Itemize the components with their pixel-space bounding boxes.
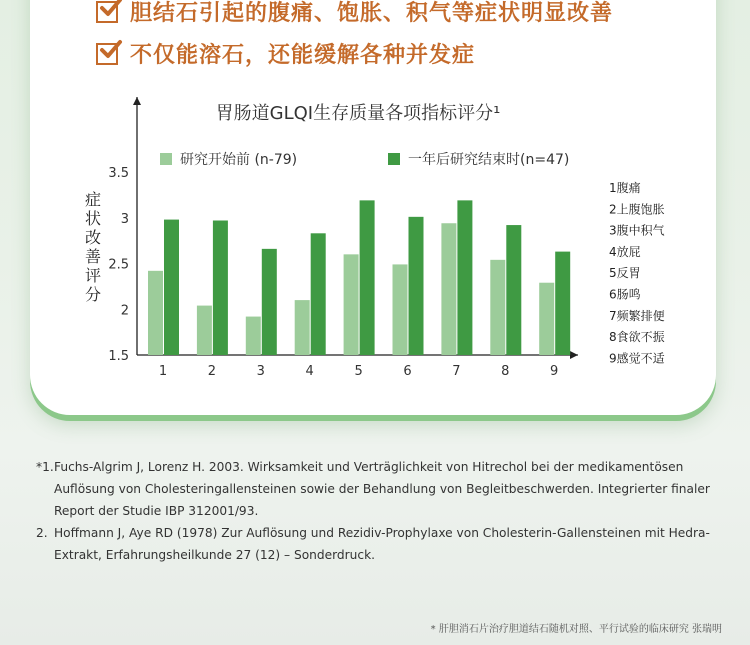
x-tick-label: 9	[550, 364, 559, 379]
references	[36, 456, 726, 566]
bar	[457, 200, 472, 355]
category-legend-item: 7频繁排便	[609, 308, 665, 323]
category-legend-item: 4放屁	[609, 244, 641, 259]
legend-label: 一年后研究结束时(n=47)	[408, 152, 570, 168]
bar	[393, 264, 408, 355]
y-tick-label: 3	[120, 211, 129, 227]
category-legend-item: 9感觉不适	[609, 351, 665, 366]
reference-number: 2.	[36, 526, 48, 540]
bar	[360, 200, 375, 355]
legend-label: 研究开始前 (n-79)	[180, 152, 298, 168]
legend-swatch	[160, 153, 172, 165]
bar	[262, 249, 277, 355]
y-axis-label-char: 症	[84, 190, 102, 209]
legend-swatch	[388, 153, 400, 165]
bar	[213, 220, 228, 355]
y-axis-label-char: 改	[84, 228, 102, 247]
y-tick-label: 3.5	[108, 166, 129, 181]
bar	[490, 260, 505, 355]
y-axis-label-char: 分	[84, 285, 102, 304]
x-tick-label: 8	[501, 364, 510, 379]
x-tick-label: 2	[207, 364, 217, 379]
y-tick-label: 2.5	[108, 257, 129, 273]
bar	[555, 252, 570, 355]
category-legend-item: 6肠鸣	[609, 287, 641, 302]
y-axis-label-char: 善	[84, 247, 102, 266]
footnote: * 肝胆消石片治疗胆道结石随机对照、平行试验的临床研究 张瑞明	[430, 624, 722, 635]
bar	[539, 283, 554, 355]
y-axis-label-char: 状	[84, 209, 102, 228]
reference-text: Hoffmann J, Aye RD (1978) Zur Auflösung und Rezidiv-Prophylaxe von Cholesterin-Gallensteinen mit Hedra-Extrakt, Erfahrungsheilkunde 27 (12) – Sonderdruck.	[54, 526, 710, 562]
bar	[441, 223, 456, 355]
bar	[344, 254, 359, 355]
chart-title: 胃肠道GLQI生存质量各项指标评分¹	[215, 103, 501, 124]
bar	[311, 233, 326, 355]
bar	[409, 217, 424, 355]
y-axis-arrow	[133, 97, 141, 105]
y-tick-label: 2	[120, 303, 129, 319]
x-axis-arrow	[570, 351, 578, 359]
bar	[148, 271, 163, 355]
x-tick-label: 5	[354, 364, 363, 379]
x-tick-label: 3	[256, 364, 265, 379]
bar	[246, 317, 261, 355]
x-tick-label: 7	[452, 364, 461, 379]
bar	[164, 220, 179, 355]
reference-item	[36, 456, 726, 522]
x-tick-label: 6	[403, 364, 412, 379]
bar	[295, 300, 310, 355]
category-legend-item: 8食欲不振	[609, 330, 665, 345]
category-legend-item: 2上腹饱胀	[609, 202, 665, 217]
bar	[197, 306, 212, 355]
reference-number: *1.	[36, 460, 54, 474]
category-legend-item: 5反胃	[609, 266, 641, 281]
reference-text: Fuchs-Algrim J, Lorenz H. 2003. Wirksamkeit und Verträglichkeit von Hitrechol bei der medikamentösen Auflösung von Cholesteringallensteinen sowie der Behandlung von Begleitbeschwerden. Integrierter finaler Report der Studie IBP 312001/93.	[54, 460, 710, 518]
category-legend-item: 3腹中积气	[609, 223, 665, 238]
x-tick-label: 4	[305, 364, 314, 379]
bar	[506, 225, 521, 355]
y-tick-label: 1.5	[108, 349, 129, 364]
y-axis-label-char: 评	[84, 266, 102, 285]
x-tick-label: 1	[158, 364, 168, 379]
claim-text: 胆结石引起的腹痛、饱胀、积气等症状明显改善	[130, 1, 614, 26]
claim-text: 不仅能溶石，还能缓解各种并发症	[130, 43, 476, 68]
reference-item	[36, 522, 726, 566]
category-legend-item: 1腹痛	[609, 181, 641, 195]
